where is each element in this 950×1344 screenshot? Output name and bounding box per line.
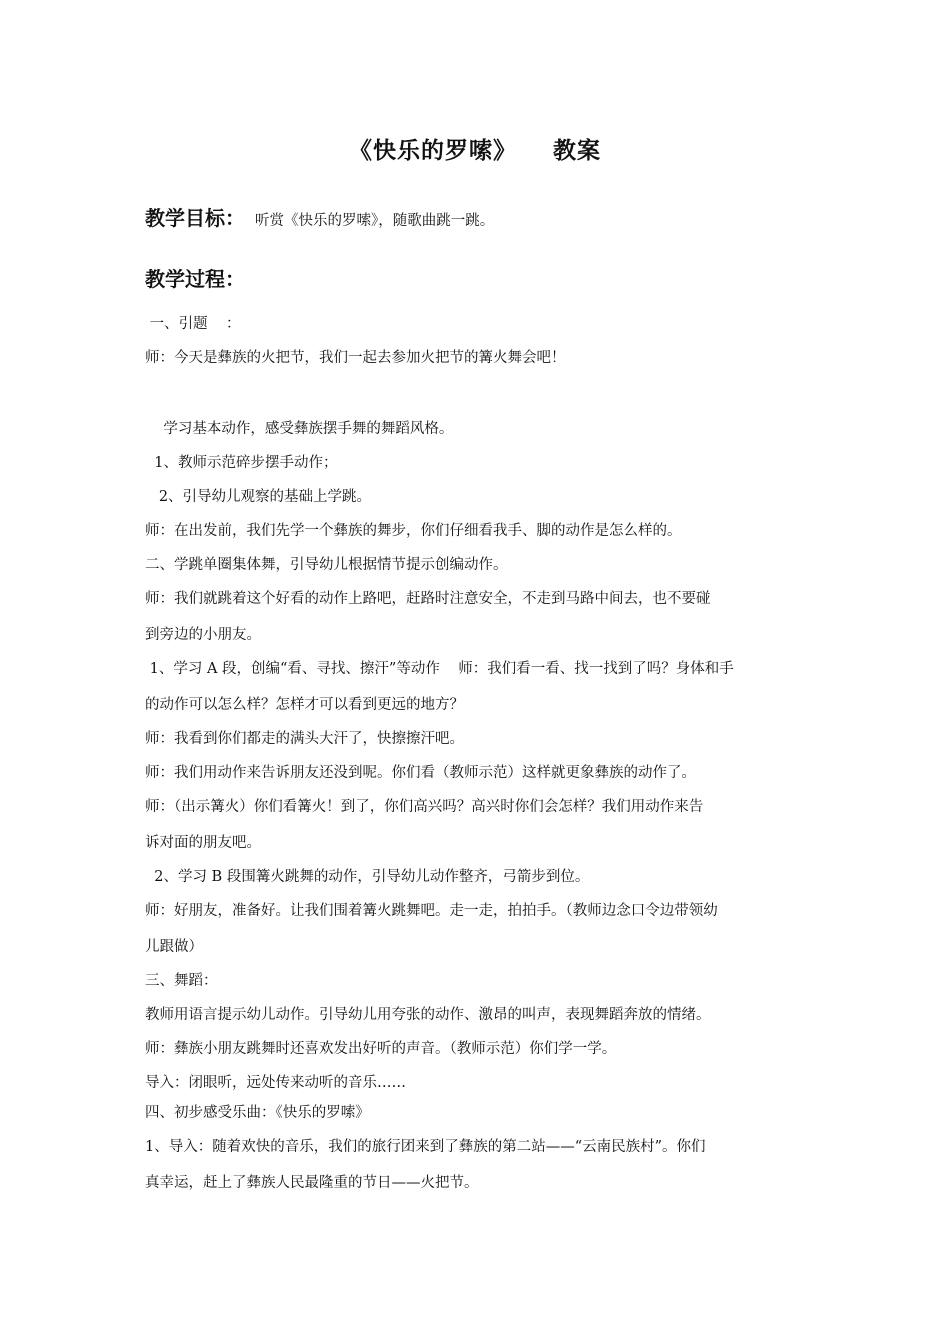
teaching-goal-label: 教学目标： — [145, 206, 245, 230]
body-line: 真幸运，赶上了彝族人民最隆重的节日——火把节。 — [145, 1175, 479, 1191]
body-line: 1、教师示范碎步摆手动作； — [145, 455, 338, 471]
body-line: 师：好朋友，准备好。让我们围着篝火跳舞吧。走一走，拍拍手。（教师边念口令边带领幼 — [145, 903, 718, 919]
body-line: 教师用语言提示幼儿动作。引导幼儿用夸张的动作、激昂的叫声，表现舞蹈奔放的情绪。 — [145, 1007, 711, 1023]
body-line: 师：彝族小朋友跳舞时还喜欢发出好听的声音。（教师示范）你们学一学。 — [145, 1041, 617, 1057]
teaching-goal-text: 听赏《快乐的罗嗦》，随歌曲跳一跳。 — [255, 213, 495, 229]
body-line: 学习基本动作，感受彝族摆手舞的舞蹈风格。 — [145, 421, 454, 437]
body-line: 二、学跳单圈集体舞，引导幼儿根据情节提示创编动作。 — [145, 557, 508, 573]
body-line: 师：在出发前，我们先学一个彝族的舞步，你们仔细看我手、脚的动作是怎么样的。 — [145, 523, 682, 539]
body-line: 诉对面的朋友吧。 — [145, 835, 261, 851]
body-line: 师：我们用动作来告诉朋友还没到呢。你们看（教师示范）这样就更象彝族的动作了。 — [145, 765, 696, 781]
teaching-goal-row — [145, 202, 494, 231]
body-line: 三、舞蹈： — [145, 973, 218, 989]
body-line: 师：（出示篝火）你们看篝火！到了，你们高兴吗？高兴时你们会怎样？我们用动作来告 — [145, 799, 704, 815]
body-line: 1、学习 A 段，创编“看、寻找、擦汗”等动作 师：我们看一看、找一找到了吗？身体和手 — [145, 661, 734, 677]
body-line: 师：今天是彝族的火把节，我们一起去参加火把节的篝火舞会吧！ — [145, 350, 566, 366]
teaching-process-row — [145, 263, 245, 292]
body-line: 的动作可以怎么样？怎样才可以看到更远的地方？ — [145, 697, 464, 713]
body-line: 1、导入：随着欢快的音乐，我们的旅行团来到了彝族的第二站——“云南民族村”。你们 — [145, 1139, 706, 1155]
body-line: 儿跟做） — [145, 939, 203, 955]
body-line: 2、学习 B 段围篝火跳舞的动作，引导幼儿动作整齐，弓箭步到位。 — [145, 869, 590, 885]
body-line: 导入：闭眼听，远处传来动听的音乐…… — [145, 1075, 406, 1091]
teaching-process-label: 教学过程： — [145, 267, 245, 291]
body-line: 到旁边的小朋友。 — [145, 627, 261, 643]
body-line: 一、引题 ： — [145, 316, 241, 332]
body-line: 四、初步感受乐曲：《快乐的罗嗦》 — [145, 1105, 370, 1121]
body-line: 师：我们就跳着这个好看的动作上路吧，赶路时注意安全，不走到马路中间去，也不要碰 — [145, 591, 711, 607]
body-line: 师：我看到你们都走的满头大汗了，快擦擦汗吧。 — [145, 731, 464, 747]
document-title: 《快乐的罗嗦》 教案 — [348, 138, 602, 164]
body-line: 2、引导幼儿观察的基础上学跳。 — [145, 489, 372, 505]
